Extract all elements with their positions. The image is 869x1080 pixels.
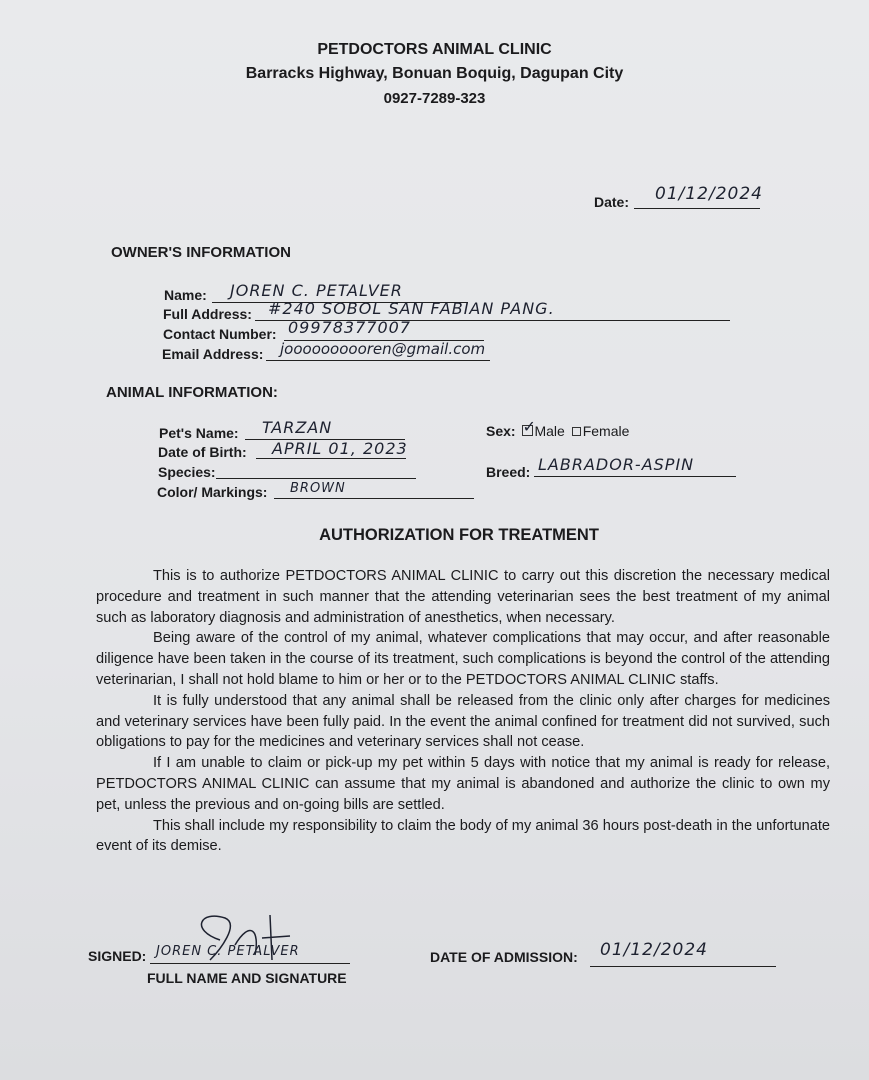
breed-label: Breed: xyxy=(486,464,531,480)
name-label: Name: xyxy=(164,287,207,303)
dob-label: Date of Birth: xyxy=(158,444,247,460)
male-option: Male xyxy=(534,423,565,439)
animal-heading: ANIMAL INFORMATION: xyxy=(106,384,278,401)
species-label: Species: xyxy=(158,464,216,480)
female-option: Female xyxy=(582,423,630,439)
paragraph: This shall include my responsibility to claim the body of my animal 36 hours post-death in the unfortunate event of its demise. xyxy=(96,817,830,855)
color-field[interactable]: BROWN xyxy=(290,481,346,496)
clinic-phone: 0927-7289-323 xyxy=(383,90,486,107)
authorization-title: AUTHORIZATION FOR TREATMENT xyxy=(319,526,599,544)
paragraph: Being aware of the control of my animal, whatever complications that may occur, and after reasonable diligence have been taken in the course of its treatment, such complications is beyond the control of the attending veterinarian, I shall not hold blame to him or her or to the PETDOCTORS ANIMAL CLINIC staffs. xyxy=(96,630,830,688)
check-mark-icon: ✓ xyxy=(522,419,536,436)
clinic-address: Barracks Highway, Bonuan Boquig, Dagupan City xyxy=(245,65,624,82)
owner-heading: OWNER'S INFORMATION xyxy=(111,244,291,261)
sex-group xyxy=(486,419,630,439)
email-label: Email Address: xyxy=(162,346,264,362)
signature-scribble xyxy=(180,910,320,970)
admission-label: DATE OF ADMISSION: xyxy=(430,949,578,965)
contact-field[interactable]: 09978377007 xyxy=(288,318,411,337)
color-label: Color/ Markings: xyxy=(157,484,268,500)
breed-field[interactable]: LABRADOR-ASPIN xyxy=(538,455,695,474)
paragraph: This is to authorize PETDOCTORS ANIMAL CLINIC to carry out this discretion the necessary medical procedure and treatment in such manner that the attending veterinarian sees the best treatment of my animal such as laboratory diagnosis and administration of anesthetics, when necessary. xyxy=(96,568,830,626)
paragraph: If I am unable to claim or pick-up my pet within 5 days with notice that my animal is ready for release, PETDOCTORS ANIMAL CLINIC can assume that my animal is abandoned and authorize the clinic to own my pet, unless the previous and on-going bills are settled. xyxy=(96,755,830,813)
dob-field[interactable]: APRIL 01, 2023 xyxy=(272,439,408,458)
authorization-body xyxy=(96,566,830,857)
name-field[interactable]: JOREN C. PETALVER xyxy=(230,281,403,300)
male-checkbox[interactable] xyxy=(522,419,536,436)
admission-date[interactable]: 01/12/2024 xyxy=(600,940,708,960)
signed-name[interactable]: JOREN C. PETALVER xyxy=(156,944,300,959)
pet-name-label: Pet's Name: xyxy=(159,425,239,441)
sex-label: Sex: xyxy=(486,423,516,439)
date-label: Date: xyxy=(594,194,630,210)
paragraph: It is fully understood that any animal shall be released from the clinic only after charges for medicines and veterinary services have been fully paid. In the event the animal confined for treatment did not survived, such obligations to pay for the medicines and veterinary services shall not cease. xyxy=(96,692,830,751)
pet-name-field[interactable]: TARZAN xyxy=(262,418,333,437)
clinic-name: PETDOCTORS ANIMAL CLINIC xyxy=(317,41,552,58)
address-field[interactable]: #240 SOBOL SAN FABIAN PANG. xyxy=(268,299,555,318)
signed-label: SIGNED: xyxy=(88,948,147,964)
date-value[interactable]: 01/12/2024 xyxy=(655,184,763,204)
contact-label: Contact Number: xyxy=(163,326,277,342)
signature-caption: FULL NAME AND SIGNATURE xyxy=(147,970,347,986)
email-field[interactable]: joooooooooren@gmail.com xyxy=(280,340,486,358)
address-label: Full Address: xyxy=(163,306,252,322)
female-checkbox[interactable] xyxy=(572,427,581,436)
